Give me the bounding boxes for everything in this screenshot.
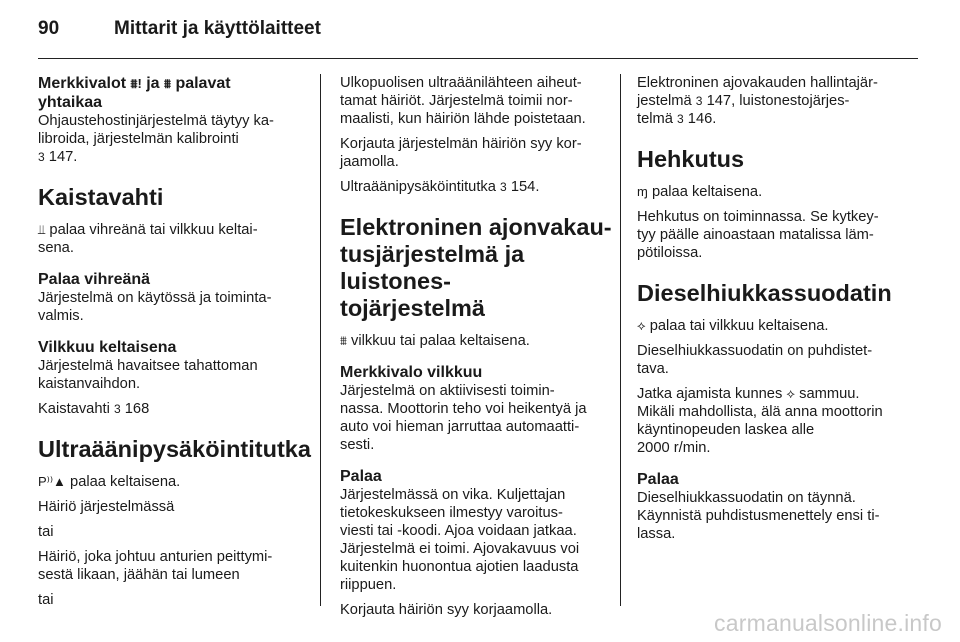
reference-arrow-icon: 3 xyxy=(38,150,45,164)
paragraph: Häiriö järjestelmässä xyxy=(38,499,175,515)
warning-heading xyxy=(38,74,310,112)
parking-assist-icon: P⁾⁾▲ xyxy=(38,474,66,489)
page-header xyxy=(38,18,321,40)
paragraph: Järjestelmä havaitsee tahattoman kaistanvaihdon. xyxy=(38,358,258,392)
paragraph: Elektroninen ajovakauden hallintajär- jestelmä 3 147, luistonestojärjes- telmä 3 146. xyxy=(637,75,878,127)
paragraph: Häiriö, joka johtuu anturien peittymi- sestä likaan, jäähän tai lumeen xyxy=(38,549,273,583)
heading-text: palavat xyxy=(175,75,231,92)
page-title: Mittarit ja käyttölaitteet xyxy=(114,18,321,39)
reference-arrow-icon: 3 xyxy=(677,112,684,126)
column-2 xyxy=(340,74,612,626)
paragraph: Ultraäänipysäköintitutka 3 154. xyxy=(340,179,540,195)
column-divider-1 xyxy=(320,74,321,606)
section-title-kaistavahti: Kaistavahti xyxy=(38,184,164,210)
section-title-dpf: Dieselhiukkassuodatin xyxy=(637,280,892,306)
reference-arrow-icon: 3 xyxy=(695,94,703,108)
ocs-icon: ⩩ xyxy=(164,76,171,91)
stability-control-icon: ⩩ xyxy=(340,333,347,348)
section-title-ultra: Ultraäänipysäköintitutka xyxy=(38,436,311,462)
paragraph: Korjauta häiriön syy korjaamolla. xyxy=(340,602,553,618)
paragraph: Jatka ajamista kunnes ⟡ sammuu. Mikäli mahdollista, älä anna moottorin käyntinopeuden laskea alle 2000 r/min. xyxy=(637,386,883,456)
reference-arrow-icon: 3 xyxy=(500,180,507,194)
paragraph: Hehkutus on toiminnassa. Se kytkey- tyy päälle ainoastaan matalissa läm- pötiloissa. xyxy=(637,209,879,261)
lane-assist-icon: ⫫ xyxy=(38,222,46,237)
paragraph: Korjauta järjestelmän häiriön syy kor- jaamolla. xyxy=(340,136,582,170)
paragraph: Järjestelmässä on vika. Kuljettajan tietokeskukseen ilmestyy varoitus- viesti tai -koodi. Ajoa voidaan jatkaa. Järjestelmä ei toimi. Ajovakavuus voi kuitenkin huonontua ajotien laadusta riippuen. xyxy=(340,487,580,593)
paragraph: ⟡ palaa tai vilkkuu keltaisena. xyxy=(637,318,829,334)
heading-text: Merkkivalot xyxy=(38,75,127,92)
subheading: Palaa xyxy=(340,468,382,485)
reference-arrow-icon: 3 xyxy=(113,402,121,416)
paragraph: P⁾⁾▲ palaa keltaisena. xyxy=(38,474,181,490)
column-divider-2 xyxy=(620,74,621,606)
paragraph: Ohjaustehostinjärjestelmä täytyy ka- libroida, järjestelmän kalibrointi 3 147. xyxy=(38,113,274,165)
paragraph: Dieselhiukkassuodatin on puhdistet- tava. xyxy=(637,343,873,377)
heading-text: ja xyxy=(146,75,160,92)
watermark: carmanualsonline.info xyxy=(714,610,942,636)
paragraph: tai xyxy=(38,524,54,540)
subheading: Vilkkuu keltaisena xyxy=(38,339,177,356)
subheading: Merkkivalo vilkkuu xyxy=(340,364,483,381)
column-1 xyxy=(38,74,310,616)
glow-plug-icon: ɱ xyxy=(637,184,648,199)
diesel-filter-icon: ⟡ xyxy=(637,318,646,333)
column-3 xyxy=(637,74,922,550)
paragraph: tai xyxy=(38,592,54,608)
subheading: Palaa xyxy=(637,471,679,488)
paragraph: Kaistavahti 3 168 xyxy=(38,401,150,417)
section-title-ocs: Elektroninen ajonvakau- tusjärjestelmä ja luistones- tojärjestelmä xyxy=(340,214,612,321)
paragraph: Järjestelmä on aktiivisesti toimin- nassa. Moottorin teho voi heikentyä ja auto voi hieman jarruttaa automaatti- sesti. xyxy=(340,383,587,453)
section-title-hehkutus: Hehkutus xyxy=(637,146,745,172)
subheading: Palaa vihreänä xyxy=(38,271,151,288)
paragraph: ɱ palaa keltaisena. xyxy=(637,184,763,200)
header-rule xyxy=(38,58,918,59)
heading-text: yhtaikaa xyxy=(38,94,103,111)
diesel-filter-icon: ⟡ xyxy=(786,386,796,401)
page-number: 90 xyxy=(38,18,60,39)
paragraph: Ulkopuolisen ultraäänilähteen aiheut- tamat häiriöt. Järjestelmä toimii nor- maalisti, kun häiriön lähde poistetaan. xyxy=(340,75,586,127)
ocs-warning-icon: ⩩! xyxy=(130,76,142,91)
paragraph: Dieselhiukkassuodatin on täynnä. Käynnistä puhdistusmenettely ensi ti- lassa. xyxy=(637,490,880,542)
paragraph: ⩩ vilkkuu tai palaa keltaisena. xyxy=(340,333,530,349)
paragraph: ⫫ palaa vihreänä tai vilkkuu keltai- sena. xyxy=(38,222,258,256)
paragraph: Järjestelmä on käytössä ja toiminta- valmis. xyxy=(38,290,272,324)
